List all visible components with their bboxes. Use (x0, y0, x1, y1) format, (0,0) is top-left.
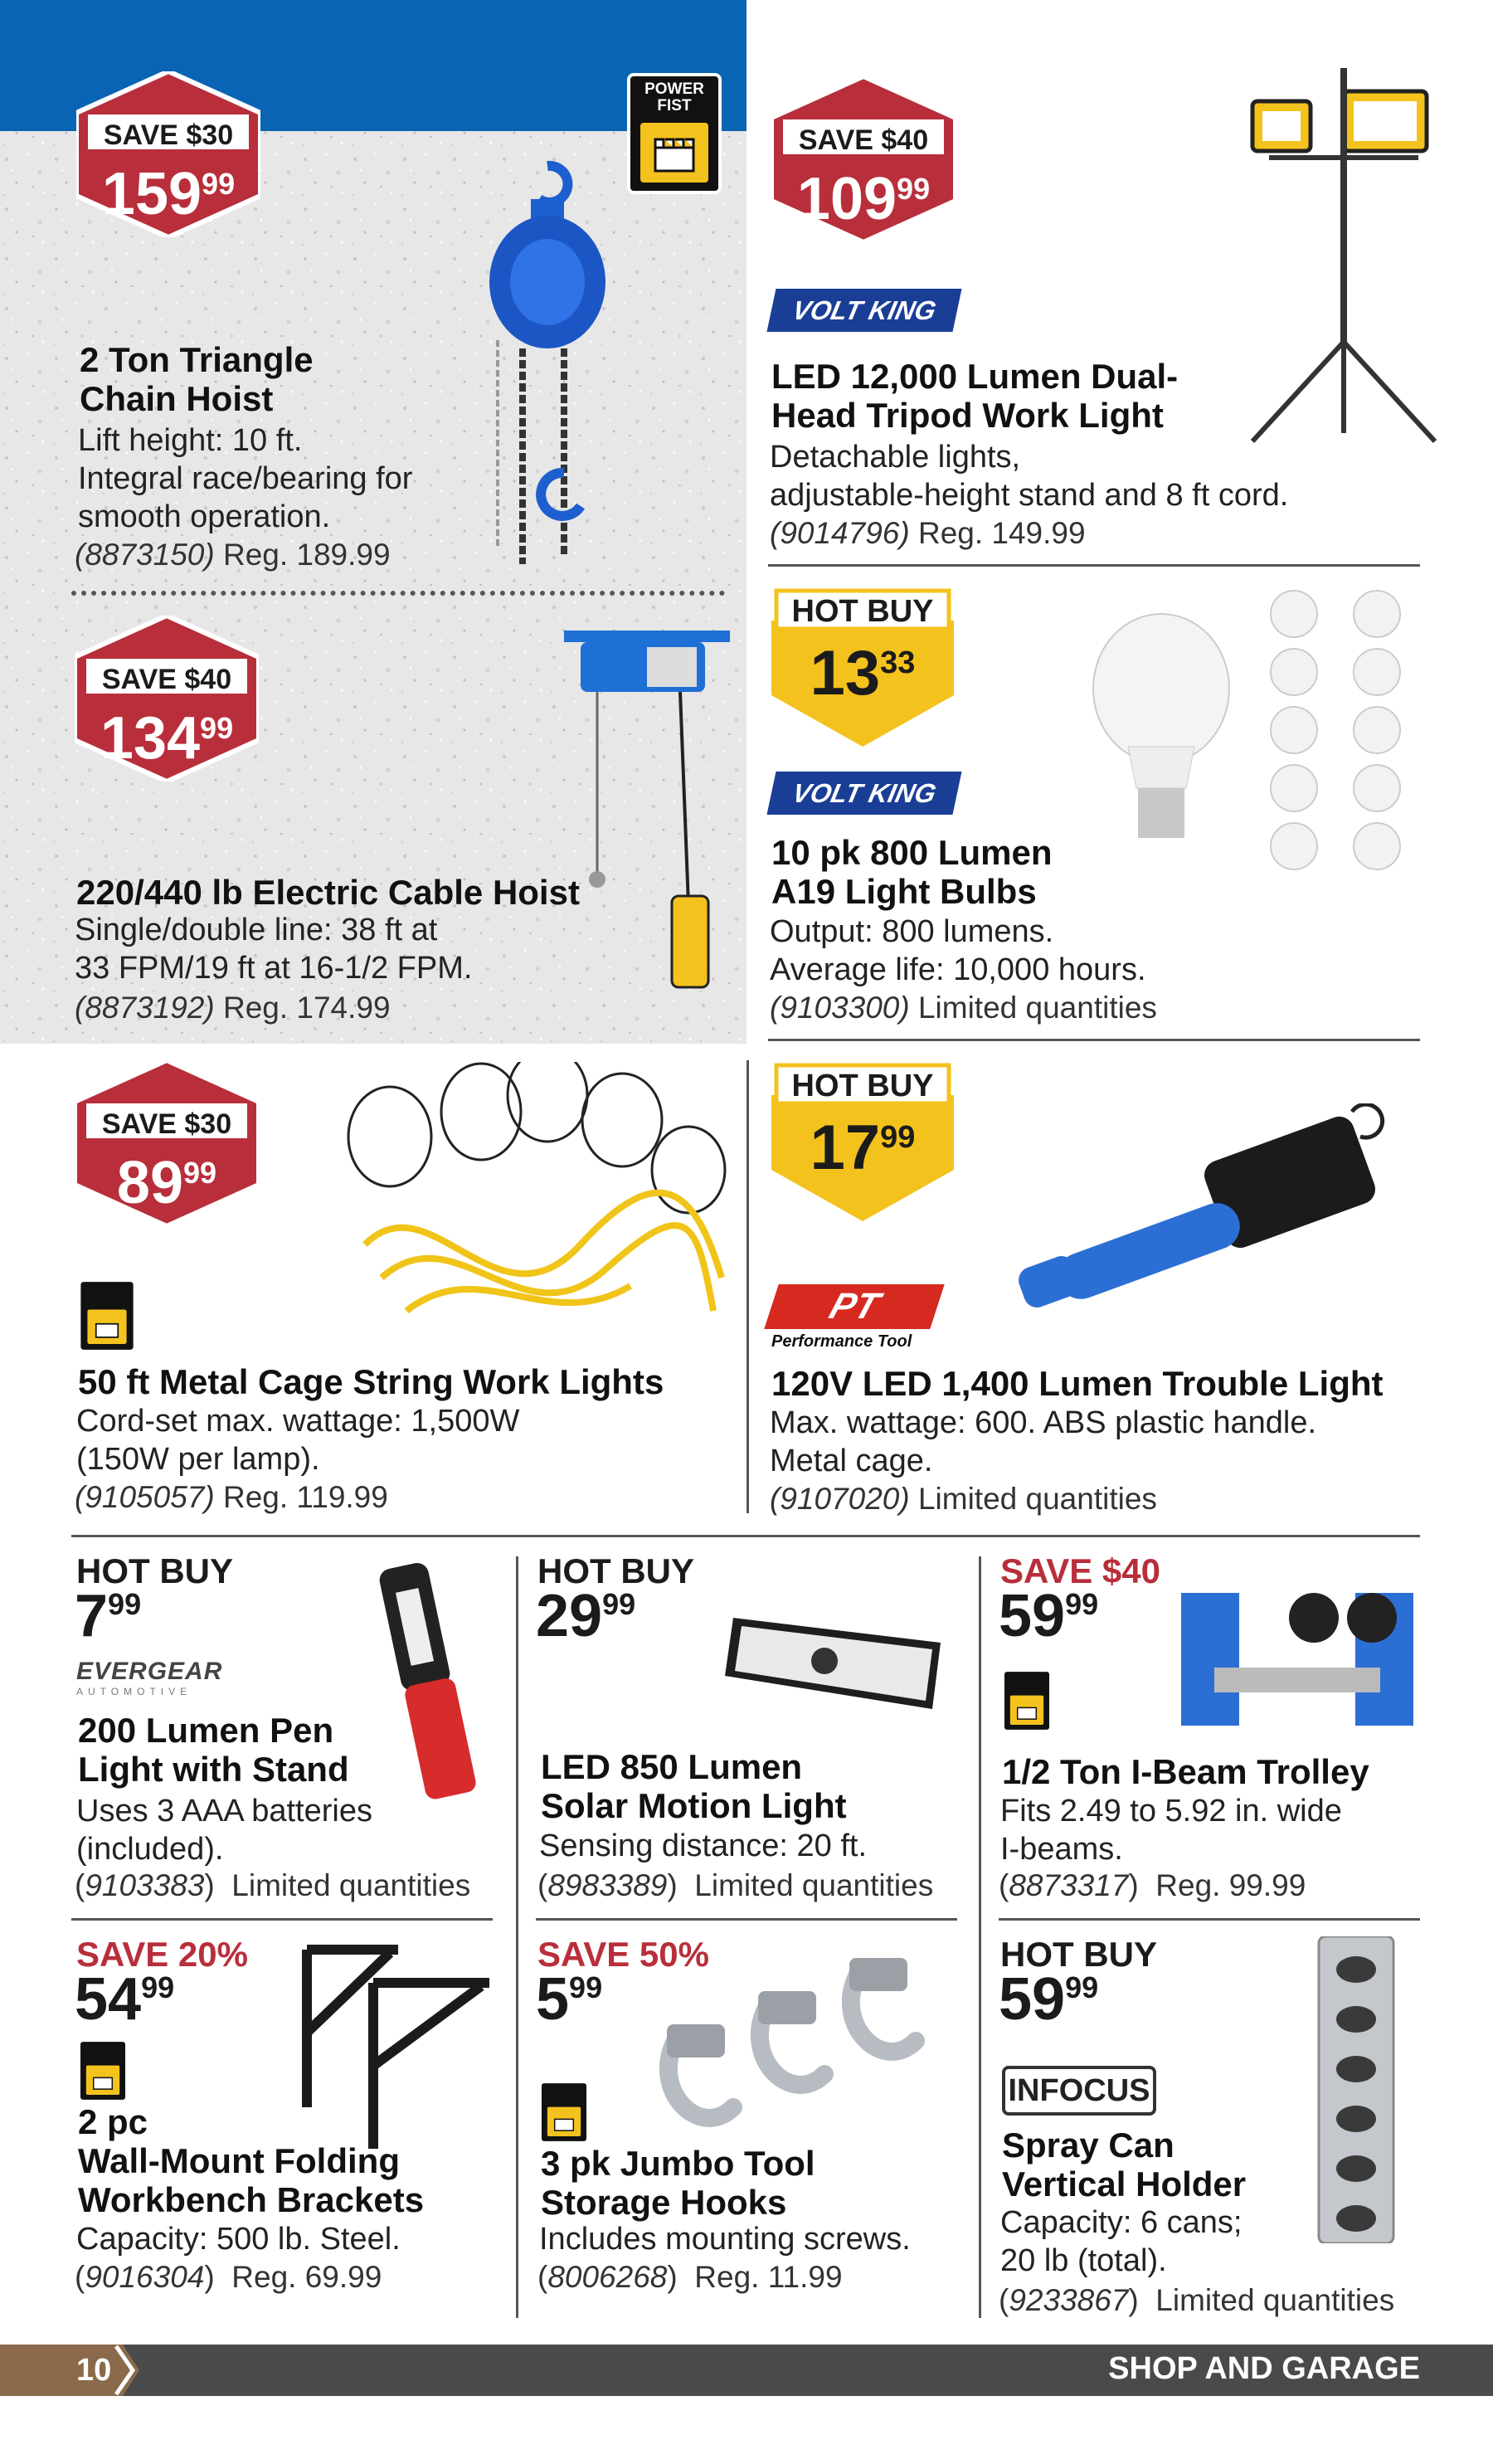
product-desc-trouble-light: Max. wattage: 600. ABS plastic handle. Metal cage. (770, 1405, 1317, 1478)
sale-price: $159^{99}$ (101, 161, 236, 227)
chain-hoist-image (473, 158, 614, 572)
product-desc-solar-light: Sensing distance: 20 ft. (539, 1829, 868, 1863)
save-label: SAVE $40 (101, 664, 232, 695)
grid-hline-1a (71, 1918, 493, 1921)
grid-label-spray-holder: HOT BUY (1000, 1935, 1157, 1974)
sku-line-string-lights: (9105057) Reg. 119.99 (75, 1480, 388, 1514)
logo-text-power: POWER (644, 80, 704, 98)
divider-full-width (71, 1535, 1420, 1537)
product-desc-cable-hoist: Single/double line: 38 ft at 33 FPM/19 ft at 16-1/2 FPM. (75, 913, 473, 986)
sale-price-spray-holder: $59^{99}$ (999, 1966, 1099, 2033)
product-name-pen-light: 200 Lumen Pen Light with Stand (78, 1711, 349, 1790)
sku-line-spray-holder: (9233867) Limited quantities (999, 2283, 1395, 2317)
grid-hline-1c (999, 1918, 1420, 1921)
grid-vline-1 (516, 1556, 518, 2318)
sku-line-solar-light: (8983389) Limited quantities (537, 1868, 934, 1902)
grid-vline-2 (979, 1556, 981, 2318)
light-bulbs-image (1078, 581, 1427, 913)
sale-price: $17^{99}$ (810, 1113, 916, 1183)
sku-line-hooks: (8006268) Reg. 11.99 (537, 2260, 843, 2294)
product-desc-pen-light: Uses 3 AAA batteries (included). (76, 1794, 372, 1867)
save-label: SAVE $30 (101, 1108, 232, 1140)
product-desc-brackets: Capacity: 500 lb. Steel. (76, 2222, 401, 2257)
product-name-cable-hoist: 220/440 lb Electric Cable Hoist (76, 873, 580, 912)
trouble-light-image (1004, 1103, 1402, 1327)
sku-line-chain-hoist: (8873150) Reg. 189.99 (75, 538, 391, 572)
power-fist-logo (80, 2041, 126, 2101)
grid-label-hooks: SAVE 50% (537, 1935, 709, 1974)
hot-buy-label: HOT BUY (791, 594, 934, 629)
section-title: SHOP AND GARAGE (1108, 2351, 1420, 2386)
product-desc-trolley: Fits 2.49 to 5.92 in. wide I-beams. (1000, 1794, 1342, 1867)
product-desc-string-lights: Cord-set max. wattage: 1,500W (150W per lamp). (76, 1404, 520, 1477)
product-name-bulbs: 10 pk 800 Lumen A19 Light Bulbs (771, 833, 1053, 912)
grid-label-solar-light: HOT BUY (537, 1551, 694, 1590)
product-name-chain-hoist: 2 Ton Triangle Chain Hoist (80, 340, 314, 419)
product-name-trolley: 1/2 Ton I-Beam Trolley (1002, 1752, 1369, 1791)
divider-right-1 (768, 564, 1420, 567)
sale-price: $109^{99}$ (796, 166, 931, 232)
sale-price-solar-light: $29^{99}$ (536, 1583, 636, 1649)
sku-line-cable-hoist: (8873192) Reg. 174.99 (75, 991, 391, 1025)
product-name-brackets: 2 pc Wall-Mount Folding Workbench Brackets (78, 2102, 425, 2220)
save-label: SAVE $40 (798, 124, 929, 156)
hot-buy-label: HOT BUY (791, 1069, 934, 1103)
save-hexagon-string-lights (75, 1060, 259, 1226)
save-label: SAVE $30 (103, 119, 234, 151)
pen-light-image (373, 1556, 489, 1805)
sale-price-hooks: $5^{99}$ (536, 1966, 603, 2033)
product-name-solar-light: LED 850 Lumen Solar Motion Light (541, 1747, 847, 1826)
performance-tool-logo: PT Performance Tool (771, 1284, 962, 1356)
evergear-logo: EVERGEAR AUTOMOTIVE (76, 1658, 223, 1697)
sku-line-pen-light: (9103383) Limited quantities (75, 1868, 471, 1902)
product-name-hooks: 3 pk Jumbo Tool Storage Hooks (541, 2144, 815, 2223)
product-desc-bulbs: Output: 800 lumens. Average life: 10,000 hours. (770, 914, 1146, 987)
trolley-image (1165, 1576, 1430, 1759)
solar-light-image (717, 1585, 957, 1734)
save-hexagon-tripod-light (771, 76, 956, 242)
product-name-trouble-light: 120V LED 1,400 Lumen Trouble Light (771, 1364, 1384, 1403)
hooks-image (634, 1941, 957, 2149)
hot-buy-badge-bulbs (765, 587, 960, 750)
cable-hoist-image (564, 631, 730, 996)
power-fist-logo (80, 1281, 134, 1351)
sku-line-bulbs: (9103300) Limited quantities (770, 991, 1157, 1025)
power-fist-logo (627, 73, 722, 194)
dotted-divider (71, 591, 725, 596)
product-desc-spray-holder: Capacity: 6 cans; 20 lb (total). (1000, 2205, 1243, 2278)
product-name-spray-holder: Spray Can Vertical Holder (1002, 2126, 1247, 2204)
tripod-light-image (1236, 68, 1460, 458)
vertical-divider-middle (746, 1060, 749, 1513)
logo-text-fist: FIST (657, 97, 692, 114)
sale-price-pen-light: $7^{99}$ (75, 1583, 142, 1649)
product-desc-hooks: Includes mounting screws. (539, 2222, 911, 2257)
hot-buy-badge-trouble-light (765, 1062, 960, 1225)
grid-label-trolley: SAVE $40 (1000, 1551, 1160, 1590)
sale-price: $13^{33}$ (810, 638, 916, 709)
product-name-string-lights: 50 ft Metal Cage String Work Lights (78, 1362, 664, 1401)
grid-label-brackets: SAVE 20% (76, 1935, 248, 1974)
spray-holder-image (1311, 1936, 1402, 2243)
divider-right-2 (768, 1039, 1420, 1041)
grid-label-pen-light: HOT BUY (76, 1551, 233, 1590)
sku-line-brackets: (9016304) Reg. 69.99 (75, 2260, 382, 2294)
infocus-logo: INFOCUS (1002, 2066, 1156, 2116)
string-lights-image (332, 1062, 730, 1344)
product-desc-tripod-light: Detachable lights, adjustable-height stand and 8 ft cord. (770, 440, 1289, 513)
page-number: 10 (76, 2353, 112, 2388)
power-fist-logo (541, 2082, 587, 2142)
grid-hline-1b (536, 1918, 957, 1921)
save-hexagon-cable-hoist (75, 616, 259, 782)
sku-line-tripod-light: (9014796) Reg. 149.99 (770, 516, 1086, 550)
sale-price-trolley: $59^{99}$ (999, 1583, 1099, 1649)
volt-king-logo: VOLT KING (766, 772, 961, 815)
sale-price: $89^{99}$ (116, 1150, 217, 1216)
power-fist-logo (1004, 1671, 1050, 1731)
sku-line-trolley: (8873317) Reg. 99.99 (999, 1868, 1306, 1902)
volt-king-logo: VOLT KING (766, 289, 961, 332)
sale-price-brackets: $54^{99}$ (75, 1966, 175, 2033)
product-desc-chain-hoist: Lift height: 10 ft. Integral race/bearing for smooth operation. (78, 423, 413, 534)
save-hexagon-chain-hoist (76, 71, 260, 237)
page-number-tab (0, 2345, 141, 2396)
sale-price: $134^{99}$ (100, 705, 234, 772)
sku-line-trouble-light: (9107020) Limited quantities (770, 1482, 1157, 1516)
product-name-tripod-light: LED 12,000 Lumen Dual- Head Tripod Work Light (771, 357, 1179, 436)
